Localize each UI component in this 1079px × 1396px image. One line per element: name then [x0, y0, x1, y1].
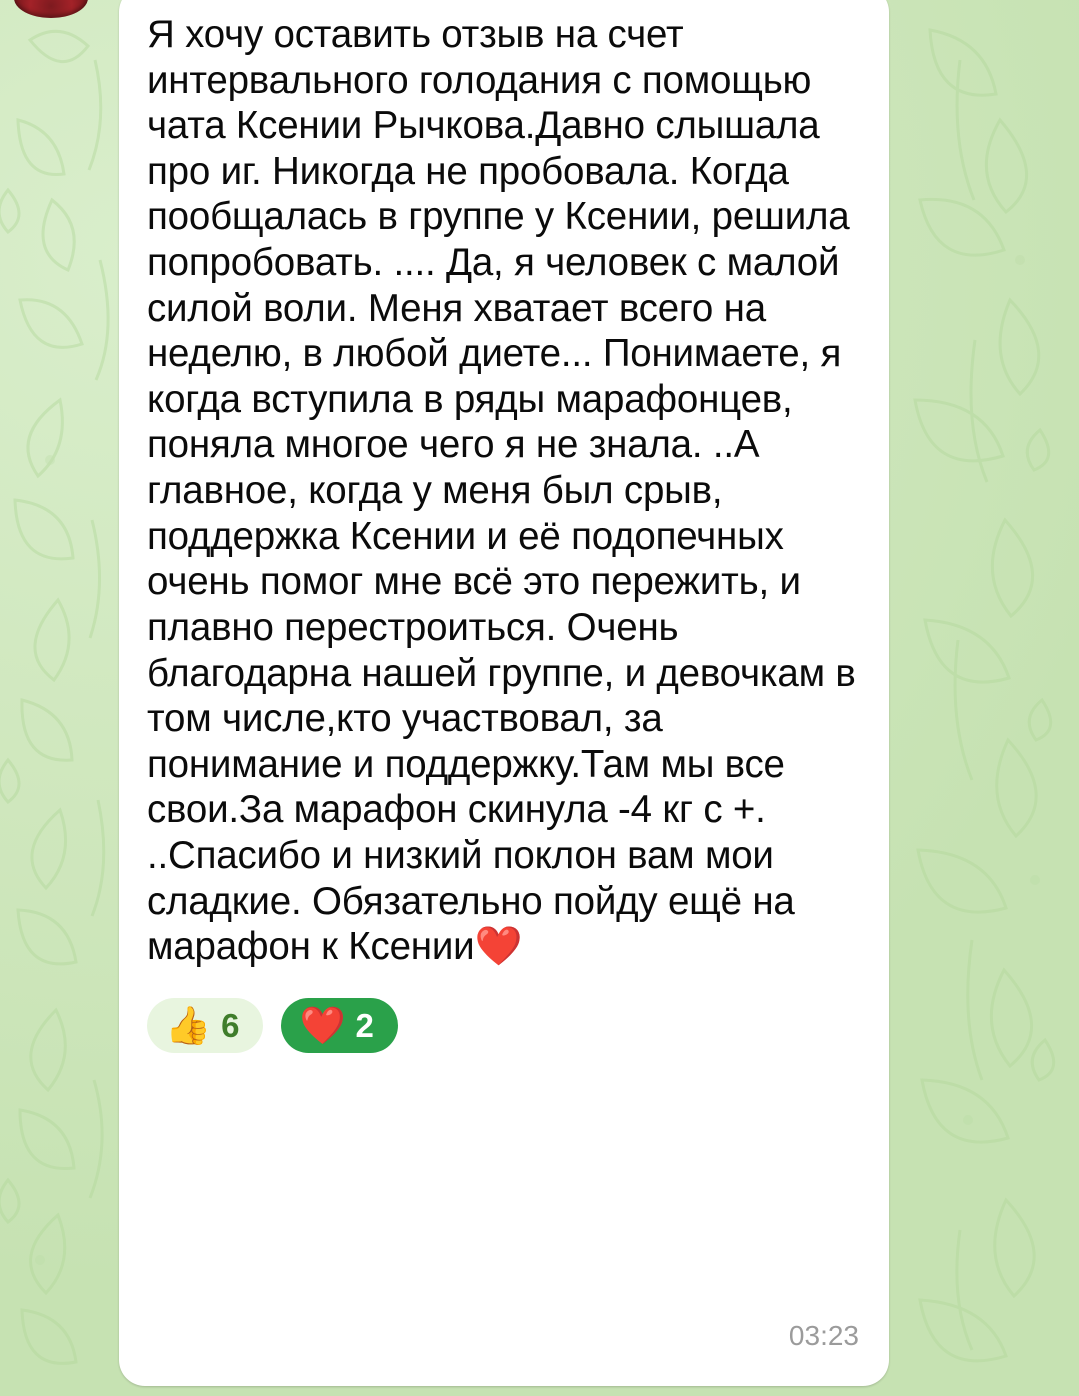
reaction-bar	[147, 998, 861, 1053]
message-bubble[interactable]	[119, 0, 889, 1386]
reaction-thumbs-up[interactable]	[147, 998, 263, 1053]
message-text: Я хочу оставить отзыв на счет интервального голодания с помощью чата Ксении Рычкова.Давно слышала про иг. Никогда не пробовала. Когда пообщалась в группе у Ксении, решила попробовать. .... Да, я человек с малой силой воли. Меня хватает всего на неделю, в любой диете... Понимаете, я когда вступила в ряды марафонцев, поняла многое чего я не знала. ..А главное, когда у меня был срыв, поддержка Ксении и её подопечных очень помог мне всё это пережить, и плавно перестроиться. Очень благодарна нашей группе, и девочкам в том числе,кто участвовал, за понимание и поддержку.Там мы все свои.За марафон скинула -4 кг с +. ..Спасибо и низкий поклон вам мои сладкие. Обязательно пойду ещё на марафон к Ксении❤️	[147, 13, 867, 969]
reaction-count-thumbs-up: 6	[221, 1006, 240, 1044]
reaction-count-heart: 2	[355, 1006, 374, 1044]
thumbs-up-icon: 👍	[165, 1004, 212, 1046]
reaction-heart[interactable]	[281, 998, 397, 1053]
message-timestamp: 03:23	[788, 1320, 859, 1351]
avatar[interactable]	[14, 0, 88, 18]
red-heart-icon: ❤️	[299, 1004, 346, 1046]
